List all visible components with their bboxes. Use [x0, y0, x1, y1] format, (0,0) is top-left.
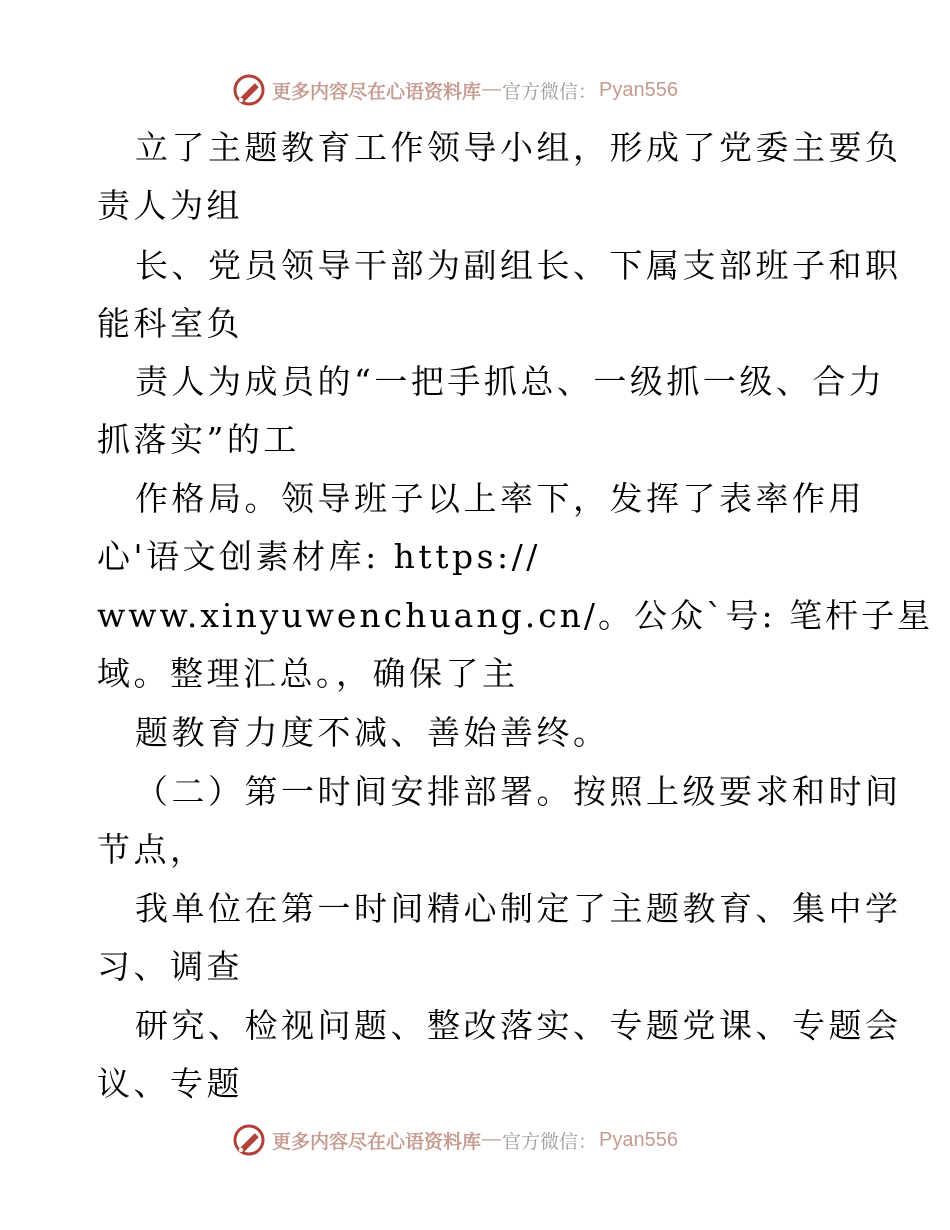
header-banner	[232, 72, 678, 108]
pen-circle-logo-icon	[232, 1123, 266, 1157]
footer-wechat-id: Pyan556	[599, 1128, 678, 1151]
text-line: 责人为成员的“一把手抓总、一级抓一级、合力	[135, 362, 886, 401]
header-separator: —	[482, 79, 502, 100]
footer-text: 更多内容尽在心语资料库	[272, 1130, 482, 1153]
header-text: 更多内容尽在心语资料库	[272, 80, 482, 103]
text-line: 议、专题	[97, 1064, 243, 1103]
text-line: 我单位在第一时间精心制定了主题教育、集中学	[135, 889, 902, 928]
text-line: 习、调查	[97, 947, 243, 986]
text-line: 节点，	[97, 830, 207, 869]
text-line: 研究、检视问题、整改落实、专题党课、专题会	[135, 1006, 902, 1045]
text-line: 作格局。领导班子以上率下，发挥了表率作用	[135, 479, 865, 518]
footer-banner	[232, 1122, 678, 1158]
text-line: 能科室负	[97, 304, 243, 343]
text-line: 抓落实”的工	[97, 420, 300, 459]
text-line: 长、党员领导干部为副组长、下属支部班子和职	[135, 246, 902, 285]
header-wechat-id: Pyan556	[599, 78, 678, 101]
pen-circle-logo-icon	[232, 73, 266, 107]
footer-wechat-label: 官方微信：	[502, 1130, 598, 1153]
text-line: （二）第一时间安排部署。按照上级要求和时间	[135, 772, 902, 811]
header-wechat-label: 官方微信：	[502, 80, 598, 103]
text-line: 心'语文创素材库: https://	[97, 537, 541, 576]
footer-separator: —	[482, 1129, 502, 1150]
text-line: 立了主题教育工作领导小组，形成了党委主要负	[135, 128, 902, 167]
text-line: www.xinyuwenchuang.cn/。公众`号: 笔杆子星	[97, 596, 934, 635]
text-line: 责人为组	[97, 186, 243, 225]
text-line: 域。整理汇总。，确保了主	[97, 654, 519, 693]
text-line: 题教育力度不减、善始善终。	[135, 713, 610, 752]
